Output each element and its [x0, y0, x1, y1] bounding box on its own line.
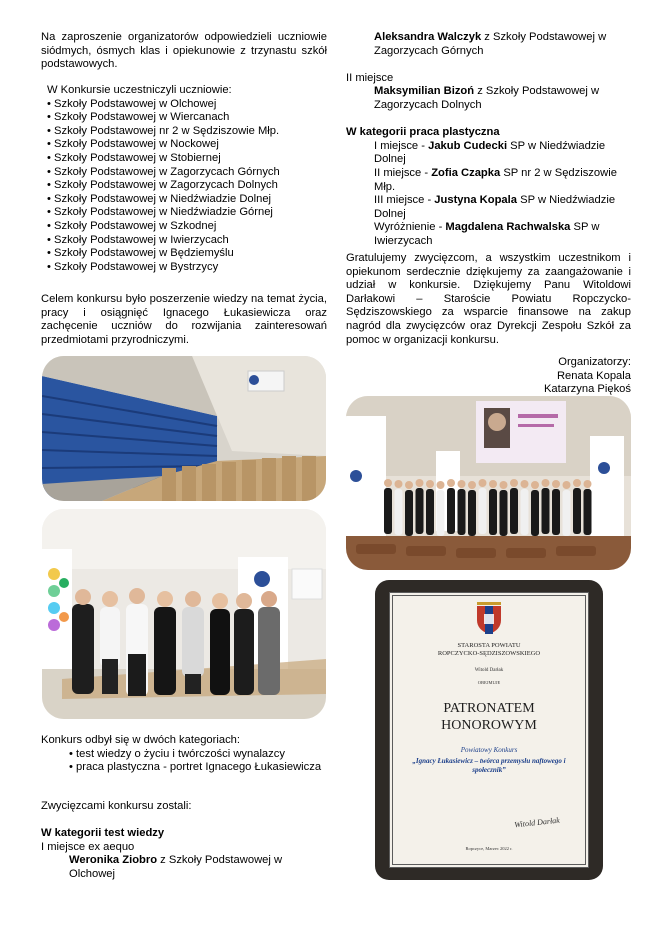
photo-stage-group — [346, 396, 631, 570]
stage-person — [405, 490, 413, 536]
stage-person-head — [552, 480, 560, 488]
art-winner-school: SP w Niedźwiadzie Dolnej — [374, 194, 616, 220]
stage-person — [468, 490, 476, 536]
stage-person-head — [584, 480, 592, 488]
stage-person — [489, 489, 497, 535]
art-winner-school: SP nr 2 w Sędziszowie Młp. — [374, 166, 617, 193]
certificate — [389, 592, 589, 868]
school-item: • Szkoły Podstawowej w Zagorzycach Górnych — [47, 166, 327, 180]
winner-2-name: Aleksandra Walczyk — [374, 31, 482, 43]
stage-person-head — [416, 479, 424, 487]
certificate-signature: Witold Darłak — [513, 815, 561, 830]
stage-person — [437, 490, 445, 536]
stage-person-head — [573, 479, 581, 487]
art-winner-school: SP w Iwierzycach — [374, 221, 600, 247]
intro-paragraph: Na zaproszenie organizatorów odpowiedzieli uczniowie siódmych, ósmych klas i opiekunowie z trzynastu szkół podstawowych. — [41, 31, 327, 71]
right-winners-block — [346, 31, 631, 249]
art-winner-name: Zofia Czapka — [431, 166, 501, 179]
stage-person — [531, 490, 539, 536]
authority-line-2: ROPCZYCKO-SĘDZISZOWSKIEGO — [437, 650, 541, 657]
stage-person-head — [489, 480, 497, 488]
participants-heading: W Konkursie uczestniczyli uczniowie: — [47, 84, 232, 96]
stage-person-head — [521, 480, 529, 488]
participants-list — [47, 84, 327, 274]
art-winner-name: Magdalena Rachwalska — [445, 221, 571, 234]
school-item: • Szkoły Podstawowej w Zagorzycach Dolnych — [47, 179, 327, 193]
stage-person-head — [510, 479, 518, 487]
stage-person-head — [542, 479, 550, 487]
contest-label: Powiatowy Konkurs — [460, 746, 518, 754]
stage-person-head — [447, 479, 455, 487]
art-place: I miejsce - — [374, 139, 429, 152]
art-result — [374, 194, 631, 221]
authority-line-1: STAROSTA POWIATU — [457, 642, 521, 649]
title-line-2: HONOROWYM — [441, 718, 537, 733]
stage-person-head — [479, 479, 487, 487]
school-list — [47, 98, 327, 275]
stage-person — [510, 488, 518, 534]
art-category-heading: W kategorii praca plastyczna — [346, 126, 500, 139]
group-photo-illustration — [42, 509, 326, 719]
school-item: • Szkoły Podstawowej w Niedźwiadzie Górnej — [47, 206, 327, 220]
stage-person — [573, 488, 581, 534]
categories-block — [41, 734, 341, 775]
organizer-2: Katarzyna Piękoś — [543, 383, 631, 396]
stage-person-head — [531, 481, 539, 489]
school-item: • Szkoły Podstawowej w Niedźwiadzie Dolnej — [47, 193, 327, 207]
school-item: • Szkoły Podstawowej nr 2 w Sędziszowie Młp. — [47, 125, 327, 139]
stage-person — [563, 490, 571, 536]
stage-person — [552, 489, 560, 535]
category-item: • praca plastyczna - portret Ignacego Łukasiewicza — [69, 761, 341, 775]
categories-heading: Konkurs odbył się w dwóch kategoriach: — [41, 734, 240, 746]
school-item: • Szkoły Podstawowej w Wiercanach — [47, 111, 327, 125]
category-item: • test wiedzy o życiu i twórczości wynalazcy — [69, 748, 341, 762]
stage-person — [384, 488, 392, 534]
art-results — [346, 140, 631, 249]
school-item: • Szkoły Podstawowej w Szkodnej — [47, 220, 327, 234]
second-place-label: II miejsce — [346, 71, 394, 84]
goal-paragraph: Celem konkursu było poszerzenie wiedzy na temat życia, pracy i osiągnięć Ignacego Łukasiewicza oraz zachęcenie uczniów do rozwijania zainteresowań przedmiotami przyrodniczymi. — [41, 293, 327, 346]
photo-group-left — [42, 509, 326, 719]
stage-person — [416, 488, 424, 534]
winners-block — [41, 800, 331, 882]
stage-person-head — [437, 481, 445, 489]
stage-person-head — [468, 481, 476, 489]
certificate-person: Witold Darłak — [474, 668, 504, 673]
stage-person-head — [384, 479, 392, 487]
art-place: III miejsce - — [374, 194, 435, 207]
stage-person-head — [563, 481, 571, 489]
school-item: • Szkoły Podstawowej w Iwierzycach — [47, 234, 327, 248]
art-place: Wyróżnienie - — [374, 221, 446, 234]
art-result — [374, 221, 631, 248]
art-result — [374, 140, 631, 167]
category-list — [41, 748, 341, 775]
test-category-heading: W kategorii test wiedzy — [41, 827, 165, 840]
auditorium-illustration — [42, 356, 326, 501]
stage-photo-illustration — [346, 396, 631, 570]
organizers-block — [400, 356, 631, 397]
certificate-authority — [393, 642, 585, 658]
first-place-label: I miejsce ex aequo — [41, 840, 135, 853]
art-result — [374, 167, 631, 194]
winner-1-school: z Szkoły Podstawowej w Olchowej — [69, 854, 283, 880]
stage-person-head — [395, 480, 403, 488]
photo-auditorium — [42, 356, 326, 501]
art-winner-school: SP w Niedźwiadzie Dolnej — [374, 139, 606, 166]
art-winner-name: Justyna Kopala — [434, 194, 517, 207]
school-item: • Szkoły Podstawowej w Olchowej — [47, 98, 327, 112]
winner-3 — [346, 85, 631, 112]
stage-person — [395, 489, 403, 535]
certificate-place-date: Ropczyce, Marzec 2022 r. — [465, 846, 513, 851]
coat-of-arms — [393, 602, 585, 639]
winner-2-school: z Szkoły Podstawowej w Zagorzycach Górnych — [374, 31, 607, 57]
thanks-paragraph: Gratulujemy zwycięzcom, a wszystkim uczestnikom i opiekunom serdecznie dziękujemy za zaangażowanie i udział w konkursie. Dziękujemy Panu Witoldowi Darłakowi – Staroście Powiatu Ropczycko-Sędziszowskiego za wsparcie finansowe na zakup nagród dla zwycięzców oraz Dyrekcji Zespołu Szkół za pomoc w organizacji konkursu. — [346, 252, 631, 346]
stage-person — [426, 489, 434, 535]
certificate-title — [393, 700, 585, 734]
stage-person-head — [458, 480, 466, 488]
stage-person — [500, 490, 508, 536]
stage-person-head — [426, 480, 434, 488]
organizers-label: Organizatorzy: — [558, 356, 631, 368]
winner-3-name: Maksymilian Bizoń — [374, 85, 475, 98]
stage-person — [521, 489, 529, 535]
stage-person — [447, 488, 455, 534]
school-item: • Szkoły Podstawowej w Bystrzycy — [47, 261, 327, 275]
stage-person — [542, 488, 550, 534]
stage-person — [584, 489, 592, 535]
certificate-frame — [375, 580, 603, 880]
art-place: II miejsce - — [374, 166, 432, 179]
contest-name: „Ignacy Łukasiewicz – twórca przemysłu naftowego i społecznik” — [412, 757, 566, 774]
winner-1 — [41, 854, 331, 881]
stage-person-head — [500, 481, 508, 489]
school-item: • Szkoły Podstawowej w Stobiernej — [47, 152, 327, 166]
winner-3-school: z Szkoły Podstawowej w Zagorzycach Dolnych — [374, 85, 600, 111]
winners-heading: Zwycięzcami konkursu zostali: — [41, 800, 192, 812]
stage-person — [458, 489, 466, 535]
winner-1-name: Weronika Ziobro — [69, 854, 158, 867]
title-line-1: PATRONATEM — [443, 701, 535, 716]
organizer-1: Renata Kopala — [556, 369, 631, 382]
winner-2 — [346, 31, 631, 58]
stage-person — [479, 488, 487, 534]
school-item: • Szkoły Podstawowej w Będziemyślu — [47, 247, 327, 261]
stage-person-head — [405, 481, 413, 489]
coat-of-arms-icon — [475, 602, 503, 634]
art-winner-name: Jakub Cudecki — [428, 139, 508, 152]
certificate-verb: OBEJMUJE — [477, 680, 501, 685]
school-item: • Szkoły Podstawowej w Nockowej — [47, 138, 327, 152]
